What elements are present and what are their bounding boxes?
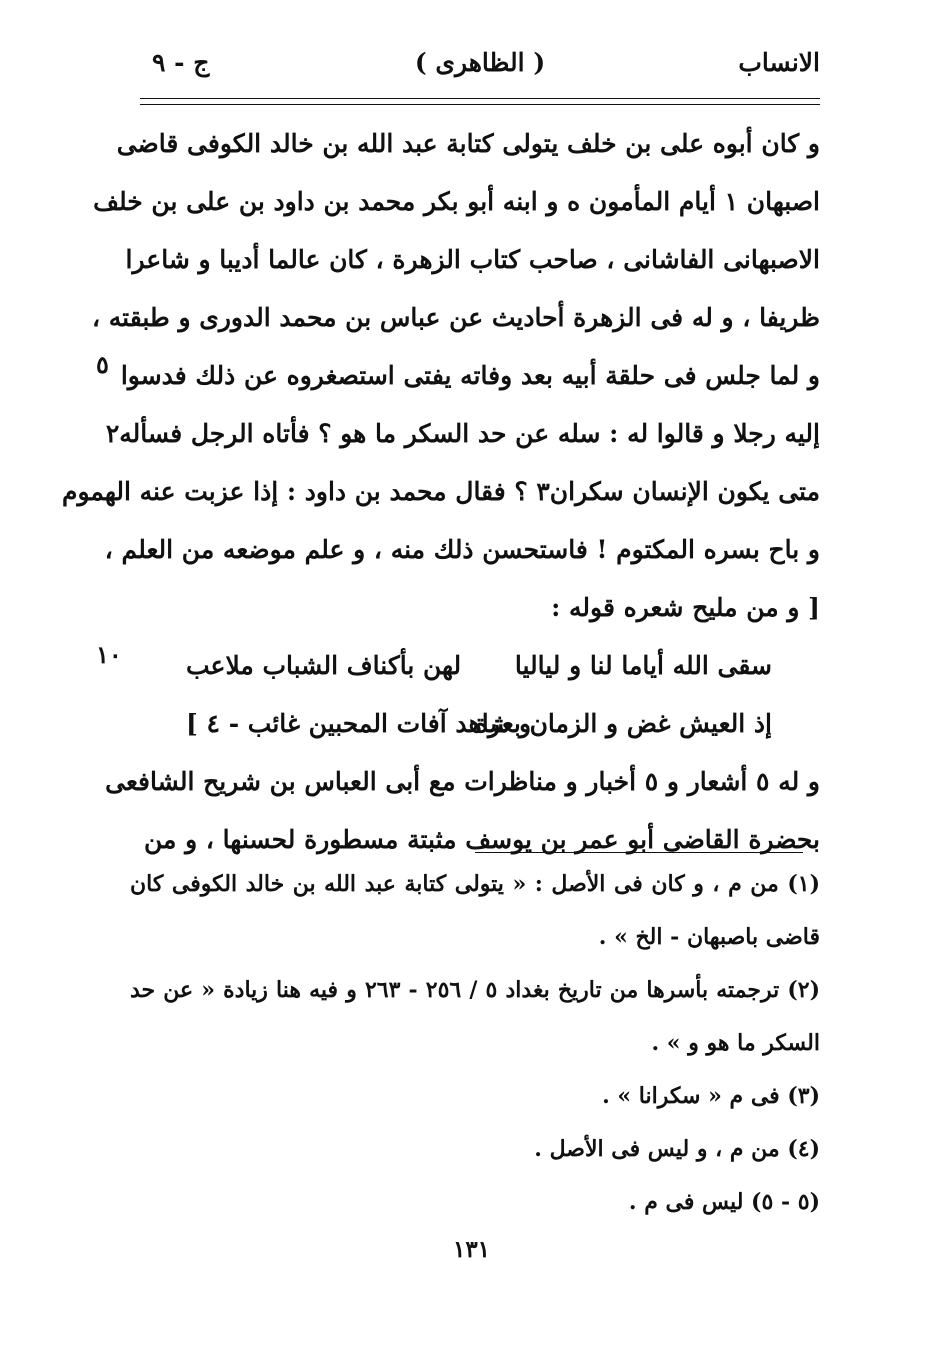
footnote-rule: [475, 852, 803, 853]
body-line: و كان أبوه على بن خلف يتولى كتابة عبد الله بن خالد الكوفى قاضى: [116, 129, 820, 158]
verse-first-hemistich: إذ العيش غض و الزمان بعزة: [474, 709, 772, 738]
header-rule-bottom: [140, 104, 820, 105]
body-line: ظريفا ، و له فى الزهرة أحاديث عن عباس بن محمد الدورى و طبقته ،: [91, 303, 820, 332]
verse-second-hemistich: لهن بأكناف الشباب ملاعب: [186, 651, 462, 680]
footnote-line: (٤) من م ، و ليس فى الأصل .: [534, 1136, 820, 1162]
footnote-line: (١) من م ، و كان فى الأصل : « يتولى كتابة عبد الله بن خالد الكوفى كان: [130, 871, 820, 897]
page-number: ١٣١: [452, 1236, 491, 1263]
footnote-line: قاضى باصبهان - الخ » .: [598, 924, 820, 950]
header-rule-top: [140, 98, 820, 99]
volume-reference: ج - ٩: [152, 48, 210, 77]
body-line: اصبهان ١ أيام المأمون ه و ابنه أبو بكر محمد بن داود بن على بن خلف: [93, 187, 820, 216]
verse-second-hemistich: و شاهد آفات المحبين غائب - ٤ ]: [186, 709, 532, 738]
body-line: إليه رجلا و قالوا له : سله عن حد السكر ما هو ؟ فأتاه الرجل فسأله٢: [105, 419, 820, 448]
footnotes: [130, 858, 820, 1229]
footnote-line: (٢) ترجمته بأسرها من تاريخ بغداد ٥ / ٢٥٦ - ٢٦٣ و فيه هنا زيادة « عن حد: [130, 977, 821, 1003]
body-line: متى يكون الإنسان سكران٣ ؟ فقال محمد بن داود : إذا عزبت عنه الهموم: [62, 477, 820, 506]
body-line: بحضرة القاضى أبو عمر بن يوسف مثبتة مسطورة لحسنها ، و من: [144, 825, 820, 854]
verse-first-hemistich: سقى الله أياما لنا و لياليا: [514, 651, 772, 680]
running-header: [140, 48, 820, 92]
verse-line: [148, 695, 820, 753]
body-line: و له ٥ أشعار و ٥ أخبار و مناظرات مع أبى العباس بن شريح الشافعى: [105, 767, 820, 796]
body-line: و باح بسره المكتوم ! فاستحسن ذلك منه ، و علم موضعه من العلم ،: [104, 535, 820, 564]
body-line: [ و من مليح شعره قوله :: [551, 593, 820, 622]
line-number-10: ١٠: [96, 640, 122, 669]
body-line: و لما جلس فى حلقة أبيه بعد وفاته يفتى استصغروه عن ذلك فدسوا: [120, 361, 820, 390]
footnote-line: (٥ - ٥) ليس فى م .: [628, 1189, 820, 1215]
body-line: الاصبهانى الفاشانى ، صاحب كتاب الزهرة ، كان عالما أديبا و شاعرا: [125, 245, 820, 274]
footnote-line: السكر ما هو و » .: [651, 1030, 820, 1056]
center-title: ( الظاهرى ): [414, 48, 546, 77]
section-title: الانساب: [738, 48, 820, 77]
verse-line: [148, 637, 820, 695]
line-number-5: ٥: [96, 350, 109, 379]
footnote-line: (٣) فى م « سكرانا » .: [602, 1083, 820, 1109]
